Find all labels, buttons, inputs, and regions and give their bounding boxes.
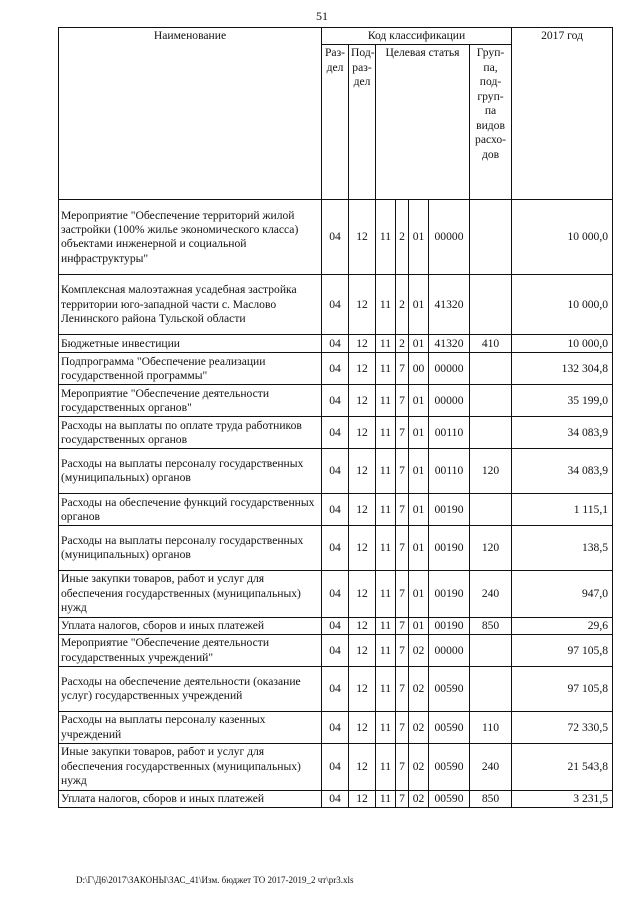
row-code-c4: 00000 <box>429 200 470 275</box>
row-code-c4: 00590 <box>429 712 470 744</box>
row-code-c4: 00590 <box>429 790 470 807</box>
row-code-pr: 12 <box>349 571 376 617</box>
table-row <box>59 385 613 417</box>
row-code-c2: 7 <box>396 526 409 571</box>
row-code-c1: 11 <box>376 275 396 335</box>
row-code-c3: 01 <box>409 200 429 275</box>
row-amount: 21 543,8 <box>512 744 613 790</box>
row-code-c1: 11 <box>376 417 396 449</box>
row-code-c2: 7 <box>396 667 409 712</box>
row-code-c1: 11 <box>376 635 396 667</box>
row-code-c3: 01 <box>409 417 429 449</box>
row-name: Бюджетные инвестиции <box>59 335 322 353</box>
row-amount: 1 115,1 <box>512 494 613 526</box>
row-code-vr <box>470 417 512 449</box>
header-celevaya: Целевая статья <box>376 45 470 200</box>
row-code-c3: 01 <box>409 571 429 617</box>
row-code-c3: 01 <box>409 526 429 571</box>
row-code-c4: 00590 <box>429 744 470 790</box>
row-amount: 97 105,8 <box>512 667 613 712</box>
row-code-c2: 7 <box>396 617 409 634</box>
row-code-pr: 12 <box>349 712 376 744</box>
row-code-c2: 2 <box>396 335 409 353</box>
row-code-c2: 7 <box>396 635 409 667</box>
row-code-c3: 01 <box>409 617 429 634</box>
row-amount: 35 199,0 <box>512 385 613 417</box>
row-code-c3: 02 <box>409 712 429 744</box>
row-code-rz: 04 <box>322 635 349 667</box>
row-amount: 72 330,5 <box>512 712 613 744</box>
row-code-vr: 240 <box>470 571 512 617</box>
row-code-c4: 00000 <box>429 353 470 385</box>
row-name: Расходы на обеспечение деятельности (оказание услуг) государственных учреждений <box>59 667 322 712</box>
row-code-c4: 00190 <box>429 617 470 634</box>
row-amount: 10 000,0 <box>512 275 613 335</box>
row-code-rz: 04 <box>322 417 349 449</box>
row-code-vr: 120 <box>470 449 512 494</box>
row-code-rz: 04 <box>322 494 349 526</box>
row-code-rz: 04 <box>322 335 349 353</box>
row-code-pr: 12 <box>349 617 376 634</box>
row-code-vr <box>470 200 512 275</box>
row-code-c3: 02 <box>409 635 429 667</box>
table-row <box>59 667 613 712</box>
row-amount: 34 083,9 <box>512 449 613 494</box>
row-name: Уплата налогов, сборов и иных платежей <box>59 617 322 634</box>
row-code-c4: 00000 <box>429 385 470 417</box>
row-code-pr: 12 <box>349 790 376 807</box>
row-code-vr <box>470 385 512 417</box>
row-name: Расходы на выплаты по оплате труда работников государственных органов <box>59 417 322 449</box>
row-code-c3: 01 <box>409 275 429 335</box>
header-code: Код классификации <box>322 28 512 45</box>
row-code-vr: 850 <box>470 617 512 634</box>
row-code-c4: 00590 <box>429 667 470 712</box>
row-code-vr: 410 <box>470 335 512 353</box>
row-code-pr: 12 <box>349 353 376 385</box>
table-row <box>59 353 613 385</box>
row-amount: 34 083,9 <box>512 417 613 449</box>
row-code-c4: 00190 <box>429 571 470 617</box>
row-amount: 10 000,0 <box>512 335 613 353</box>
row-code-c3: 00 <box>409 353 429 385</box>
row-code-rz: 04 <box>322 275 349 335</box>
row-code-c2: 7 <box>396 417 409 449</box>
row-code-c2: 7 <box>396 790 409 807</box>
row-code-c2: 7 <box>396 385 409 417</box>
row-code-vr: 110 <box>470 712 512 744</box>
header-name: Наименование <box>59 28 322 200</box>
row-code-c1: 11 <box>376 526 396 571</box>
page-number: 51 <box>316 9 328 23</box>
table-row <box>59 790 613 807</box>
row-code-c2: 2 <box>396 200 409 275</box>
row-code-vr: 850 <box>470 790 512 807</box>
row-code-c1: 11 <box>376 200 396 275</box>
row-code-c2: 7 <box>396 353 409 385</box>
row-name: Расходы на выплаты персоналу государственных (муниципальных) органов <box>59 526 322 571</box>
row-code-c3: 02 <box>409 790 429 807</box>
row-code-c2: 7 <box>396 571 409 617</box>
row-code-vr <box>470 353 512 385</box>
row-code-c2: 7 <box>396 494 409 526</box>
table-row <box>59 617 613 634</box>
row-code-c2: 7 <box>396 449 409 494</box>
table-row <box>59 571 613 617</box>
row-code-rz: 04 <box>322 744 349 790</box>
row-code-rz: 04 <box>322 571 349 617</box>
row-code-pr: 12 <box>349 744 376 790</box>
row-code-vr <box>470 667 512 712</box>
row-name: Расходы на выплаты персоналу казенных учреждений <box>59 712 322 744</box>
row-name: Уплата налогов, сборов и иных платежей <box>59 790 322 807</box>
table-row <box>59 449 613 494</box>
row-name: Комплексная малоэтажная усадебная застройка территории юго-западной части с. Маслово Ленинского района Тульской области <box>59 275 322 335</box>
table-row <box>59 335 613 353</box>
row-code-vr: 120 <box>470 526 512 571</box>
row-code-pr: 12 <box>349 449 376 494</box>
table-row <box>59 417 613 449</box>
row-code-c3: 01 <box>409 335 429 353</box>
row-code-pr: 12 <box>349 667 376 712</box>
row-code-rz: 04 <box>322 617 349 634</box>
header-year: 2017 год <box>512 28 613 200</box>
row-amount: 3 231,5 <box>512 790 613 807</box>
row-name: Расходы на обеспечение функций государственных органов <box>59 494 322 526</box>
row-code-pr: 12 <box>349 200 376 275</box>
row-code-c1: 11 <box>376 617 396 634</box>
row-code-rz: 04 <box>322 712 349 744</box>
budget-table <box>58 27 613 808</box>
row-name: Мероприятие "Обеспечение деятельности государственных органов" <box>59 385 322 417</box>
header-podrazdel: Под- раз- дел <box>349 45 376 200</box>
table-row <box>59 526 613 571</box>
row-code-c1: 11 <box>376 335 396 353</box>
row-code-rz: 04 <box>322 449 349 494</box>
row-name: Мероприятие "Обеспечение деятельности государственных учреждений" <box>59 635 322 667</box>
row-code-vr <box>470 635 512 667</box>
row-code-c3: 02 <box>409 744 429 790</box>
row-name: Подпрограмма "Обеспечение реализации государственной программы" <box>59 353 322 385</box>
row-code-rz: 04 <box>322 385 349 417</box>
row-amount: 97 105,8 <box>512 635 613 667</box>
row-code-c2: 2 <box>396 275 409 335</box>
row-name: Иные закупки товаров, работ и услуг для обеспечения государственных (муниципальных) нужд <box>59 744 322 790</box>
file-path: D:\Г\Д6\2017\ЗАКОНЫ\ЗАС_41\Изм. бюджет ТО 2017-2019_2 чт\рr3.xls <box>76 875 354 885</box>
row-code-rz: 04 <box>322 200 349 275</box>
row-code-c4: 41320 <box>429 335 470 353</box>
row-amount: 132 304,8 <box>512 353 613 385</box>
row-code-c1: 11 <box>376 744 396 790</box>
row-name: Расходы на выплаты персоналу государственных (муниципальных) органов <box>59 449 322 494</box>
row-code-c4: 00000 <box>429 635 470 667</box>
row-code-vr <box>470 494 512 526</box>
row-code-c1: 11 <box>376 667 396 712</box>
header-razdel: Раз- дел <box>322 45 349 200</box>
table-row <box>59 200 613 275</box>
row-code-c3: 01 <box>409 494 429 526</box>
row-code-c1: 11 <box>376 353 396 385</box>
table-row <box>59 635 613 667</box>
row-code-rz: 04 <box>322 667 349 712</box>
row-code-pr: 12 <box>349 526 376 571</box>
row-code-c1: 11 <box>376 385 396 417</box>
row-code-c3: 02 <box>409 667 429 712</box>
row-code-vr: 240 <box>470 744 512 790</box>
table-row <box>59 712 613 744</box>
row-code-c2: 7 <box>396 712 409 744</box>
row-amount: 947,0 <box>512 571 613 617</box>
row-code-pr: 12 <box>349 385 376 417</box>
table-row <box>59 744 613 790</box>
row-amount: 10 000,0 <box>512 200 613 275</box>
row-code-rz: 04 <box>322 353 349 385</box>
table-row <box>59 275 613 335</box>
header-gruppa: Груп- па, под- груп- па видов расхо- дов <box>470 45 512 200</box>
row-code-c1: 11 <box>376 449 396 494</box>
row-code-c1: 11 <box>376 790 396 807</box>
row-name: Иные закупки товаров, работ и услуг для обеспечения государственных (муниципальных) нужд <box>59 571 322 617</box>
table-row <box>59 494 613 526</box>
row-amount: 29,6 <box>512 617 613 634</box>
row-code-pr: 12 <box>349 417 376 449</box>
row-code-rz: 04 <box>322 526 349 571</box>
row-code-c1: 11 <box>376 494 396 526</box>
row-amount: 138,5 <box>512 526 613 571</box>
row-code-c4: 00110 <box>429 417 470 449</box>
row-code-c3: 01 <box>409 385 429 417</box>
row-code-c3: 01 <box>409 449 429 494</box>
row-name: Мероприятие "Обеспечение территорий жилой застройки (100% жилье экономического класса) объектами инженерной и социальной инфраструктуры" <box>59 200 322 275</box>
row-code-c4: 00110 <box>429 449 470 494</box>
row-code-pr: 12 <box>349 275 376 335</box>
row-code-pr: 12 <box>349 494 376 526</box>
row-code-c4: 41320 <box>429 275 470 335</box>
row-code-c1: 11 <box>376 571 396 617</box>
row-code-rz: 04 <box>322 790 349 807</box>
row-code-c2: 7 <box>396 744 409 790</box>
row-code-pr: 12 <box>349 335 376 353</box>
row-code-c1: 11 <box>376 712 396 744</box>
row-code-c4: 00190 <box>429 526 470 571</box>
row-code-vr <box>470 275 512 335</box>
row-code-pr: 12 <box>349 635 376 667</box>
row-code-c4: 00190 <box>429 494 470 526</box>
